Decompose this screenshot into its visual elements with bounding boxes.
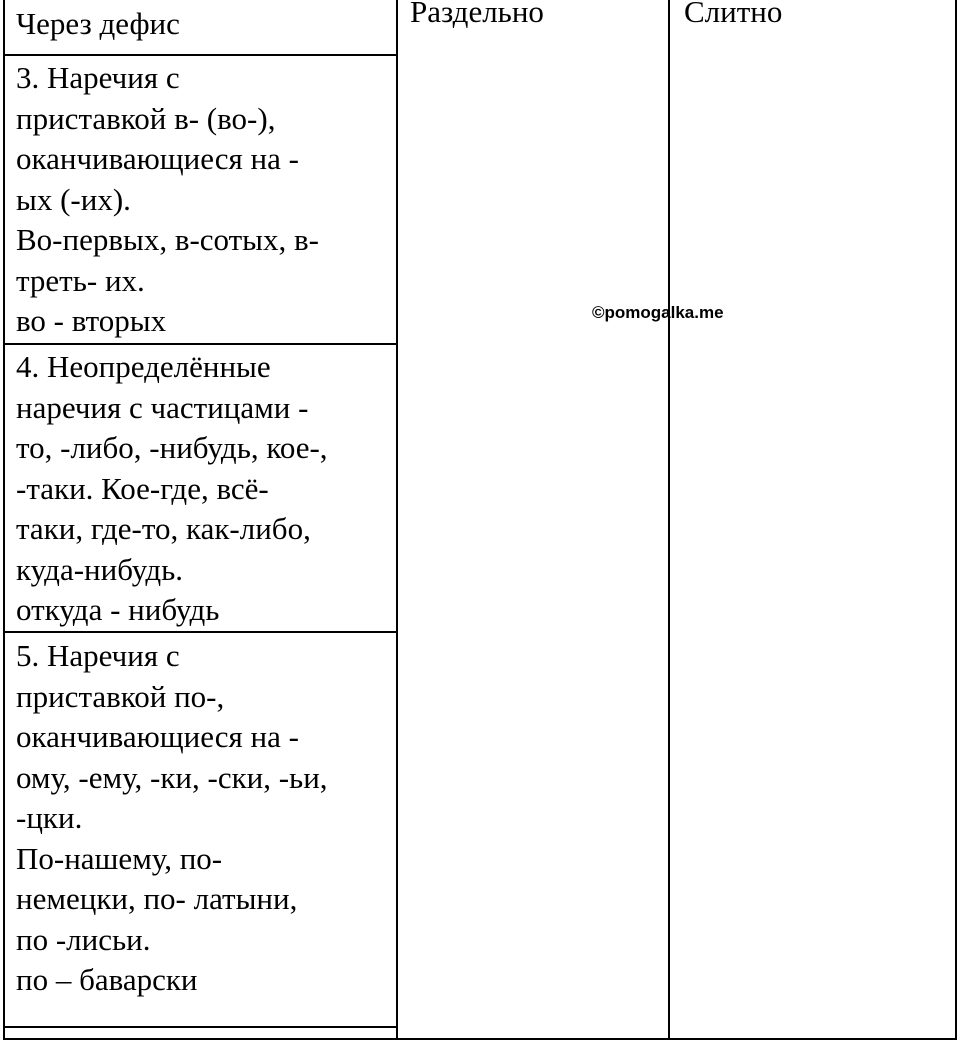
header-hyphen: Через дефис [16,6,180,41]
watermark: ©pomogalka.me [592,303,724,322]
row-divider-3 [3,1026,397,1028]
table-cell-row-3: 3. Наречия с приставкой в- (во-), оканчивающиеся на - ых (-их). Во-первых, в-сотых, в- треть- их. во - вторых [16,60,319,338]
header-solid: Слитно [684,0,783,29]
table-right-border [955,0,957,1040]
column-divider-1 [396,0,398,1040]
header-row-divider [3,54,397,56]
header-separate: Раздельно [410,0,544,29]
table-cell-row-4: 4. Неопределённые наречия с частицами - то, -либо, -нибудь, кое-, -таки. Кое-где, всё- таки, где-то, как-либо, куда-нибудь. откуда - нибудь [16,349,328,627]
table-cell-row-5: 5. Наречия с приставкой по-, оканчивающиеся на - ому, -ему, -ки, -ски, -ьи, -цки. По-нашему, по- немецки, по- латыни, по -лисьи. по – баварски [16,638,328,997]
row-divider-1 [3,343,397,345]
table-bottom-border [3,1038,957,1040]
table-left-border [3,0,5,1040]
column-divider-2 [668,0,670,1040]
row-divider-2 [3,631,397,633]
